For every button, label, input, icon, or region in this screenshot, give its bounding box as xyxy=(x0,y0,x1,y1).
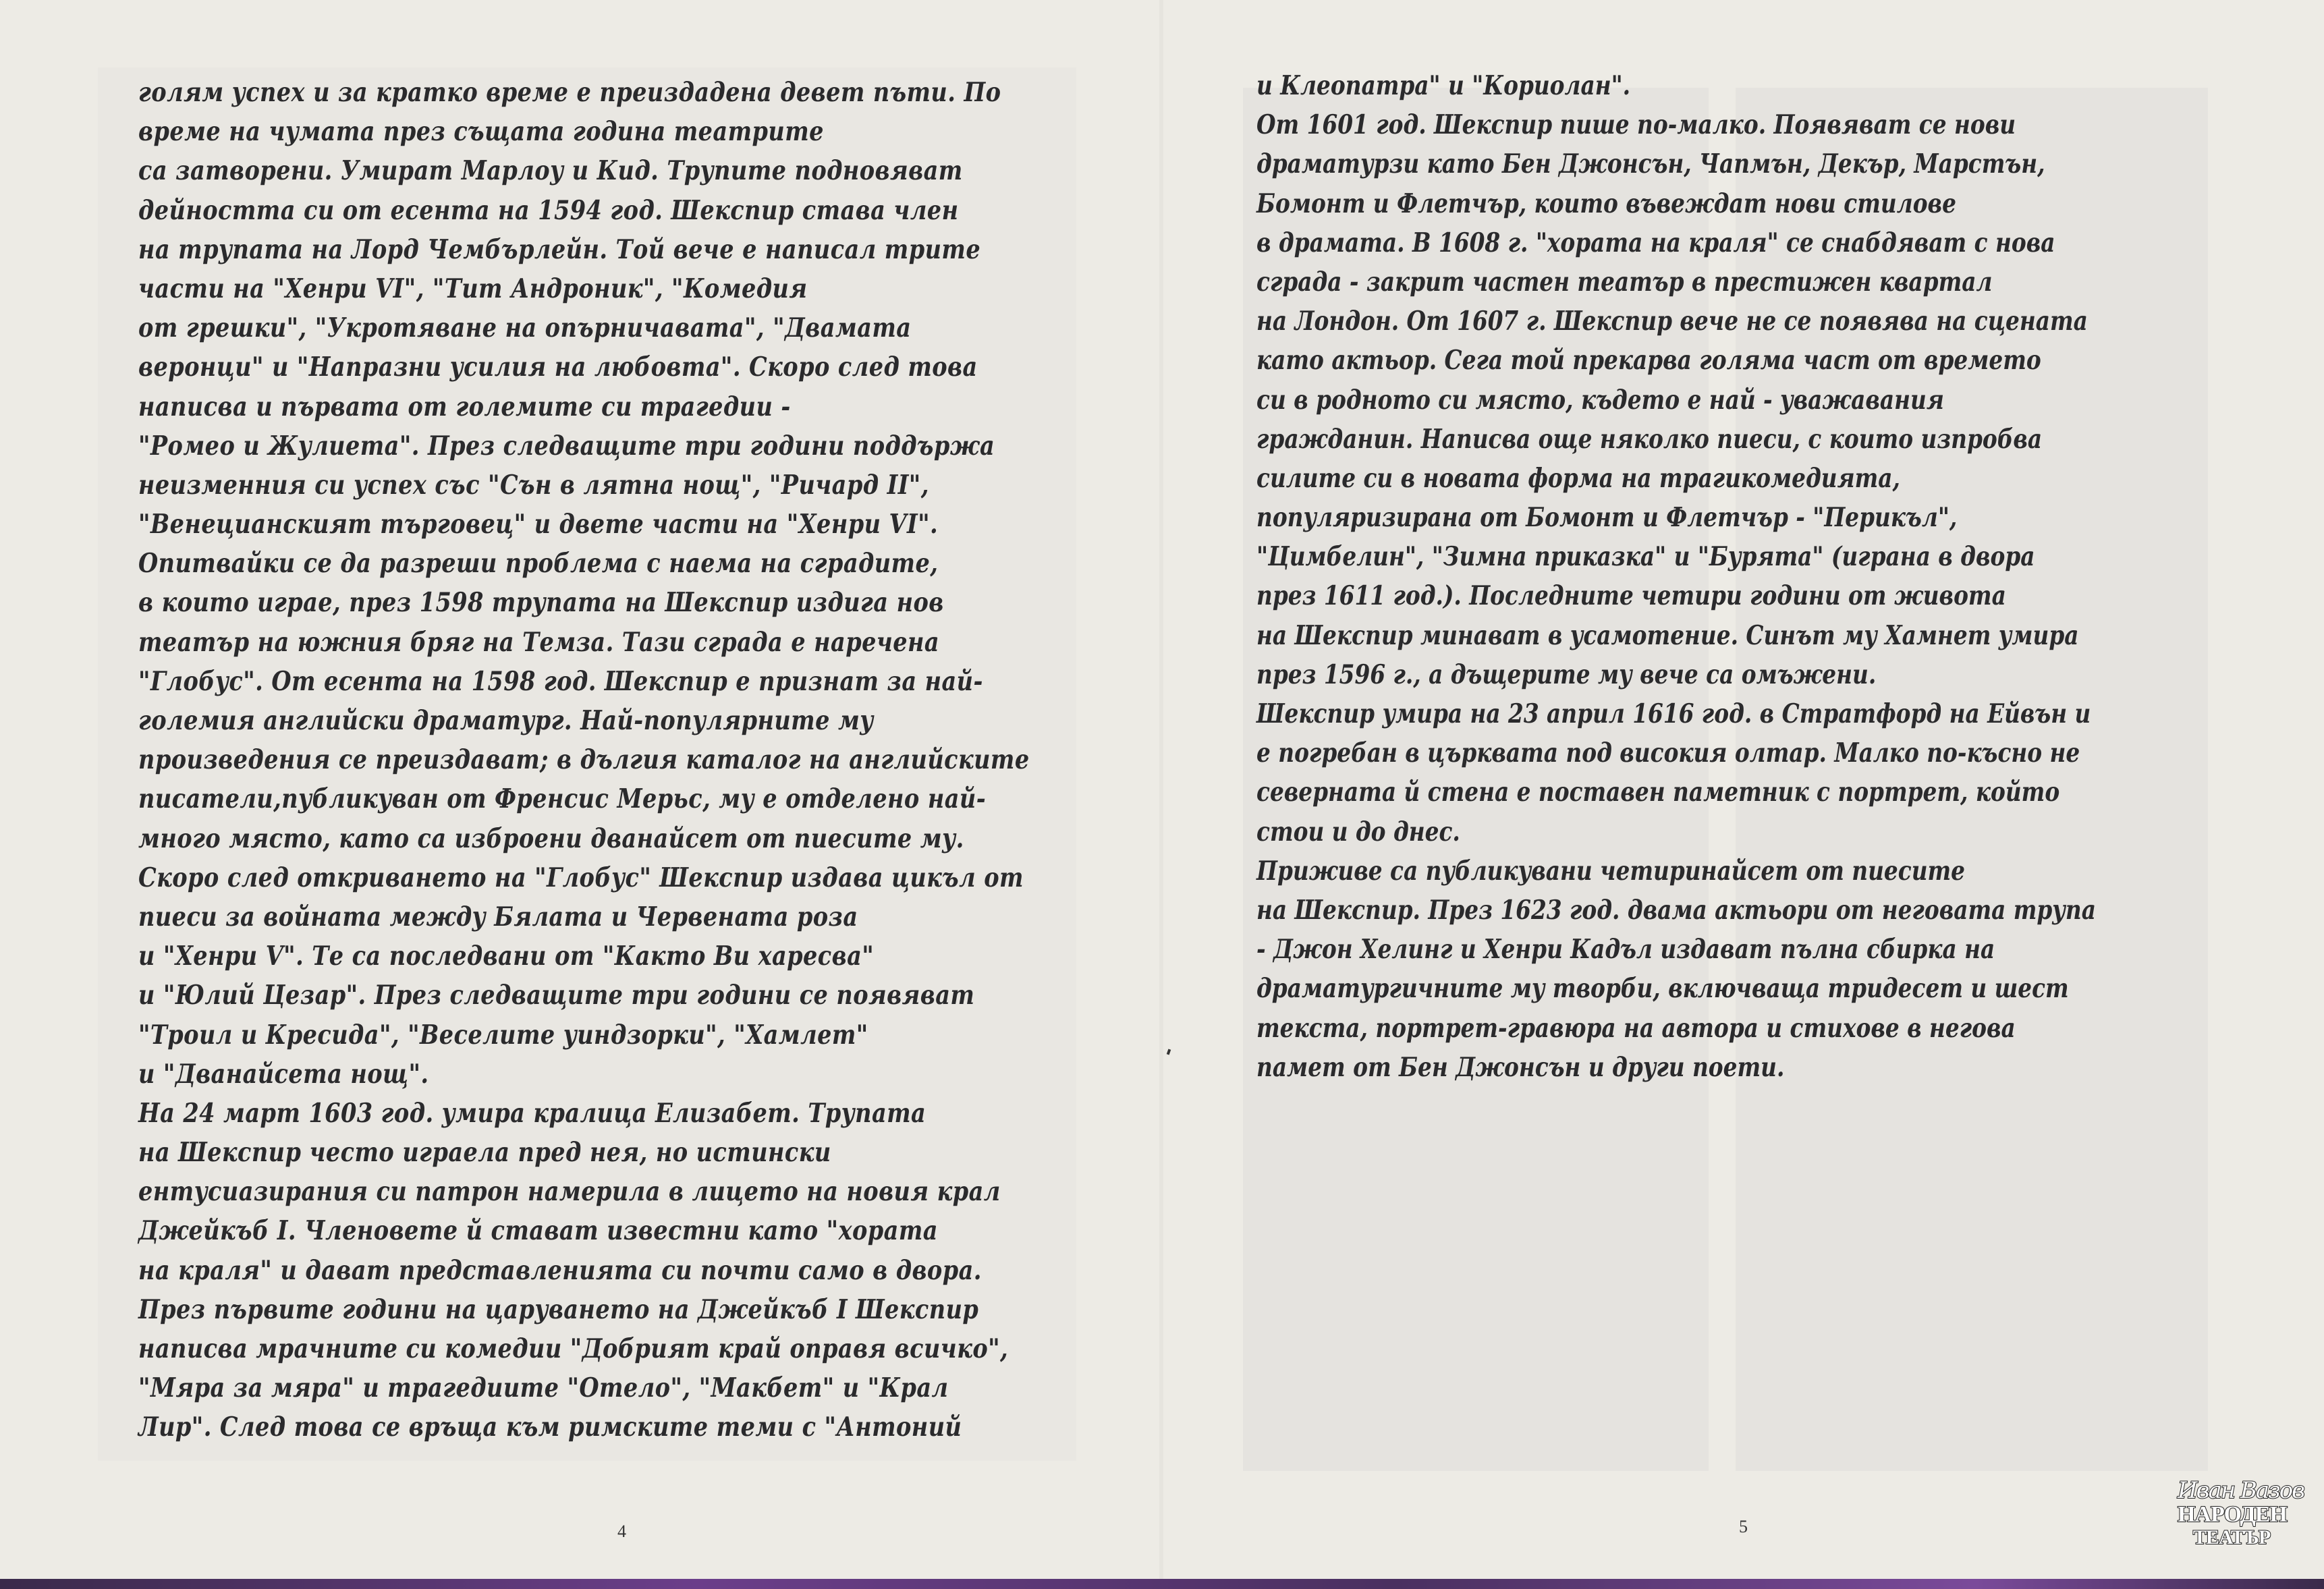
right-page-body-text xyxy=(1256,66,2296,1087)
text-line: На 24 март 1603 год. умира кралица Елизабет. Трупата xyxy=(138,1097,926,1129)
text-line: сграда - закрит частен театър в престижен квартал xyxy=(1256,266,1993,298)
text-line: и "Дванайсета нощ". xyxy=(138,1058,429,1090)
text-line: части на "Хенри VI", "Тит Андроник", "Комедия xyxy=(138,273,808,304)
text-line: стои и до днес. xyxy=(1256,816,1460,847)
text-line: на краля" и дават представленията си почти само в двора. xyxy=(138,1254,982,1286)
text-line: популяризирана от Бомонт и Флетчър - "Перикъл", xyxy=(1256,502,1958,534)
right-page xyxy=(1163,0,2324,1579)
text-line: на Лондон. От 1607 г. Шекспир вече не се появява на сцената xyxy=(1256,306,2088,337)
text-line: от грешки", "Укротяване на опърничавата", "Двамата xyxy=(138,312,912,344)
national-theatre-logo xyxy=(2178,1477,2304,1565)
text-line: Скоро след откриването на "Глобус" Шекспир издава цикъл от xyxy=(138,862,1024,893)
text-line: драматургичните му творби, включваща тридесет и шест xyxy=(1256,973,2069,1005)
text-line: "Венецианският търговец" и двете части на "Хенри VI". xyxy=(138,509,939,540)
text-line: Джейкъб I. Членовете й стават известни като "хората xyxy=(138,1215,938,1247)
text-line: през 1611 год.). Последните четири години от живота xyxy=(1256,580,2006,612)
logo-signature: Иван Вазов xyxy=(2178,1477,2304,1504)
page-number: 4 xyxy=(617,1522,626,1541)
text-line: дейността си от есента на 1594 год. Шекспир става член xyxy=(138,194,959,226)
text-line: текста, портрет-гравюра на автора и стихове в негова xyxy=(1256,1012,2016,1044)
text-line: голям успех и за кратко време е преиздадена девет пъти. По xyxy=(138,77,1001,108)
logo-line-2: ТЕАТЪР xyxy=(2192,1526,2271,1549)
text-line: - Джон Хелинг и Хенри Кадъл издават пълна сбирка на xyxy=(1256,934,1995,966)
text-line: Опитвайки се да разреши проблема с наема на сградите, xyxy=(138,548,939,580)
text-line: "Глобус". От есента на 1598 год. Шекспир е признат за най- xyxy=(138,665,983,697)
text-line: през 1596 г., а дъщерите му вече са омъжени. xyxy=(1256,659,1877,690)
text-line: в които играе, през 1598 трупата на Шекспир издига нов xyxy=(138,587,944,619)
text-line: Лир". След това се връща към римските теми с "Антоний xyxy=(138,1412,962,1443)
text-line: големия английски драматург. Най-популярните му xyxy=(138,705,874,736)
text-line: гражданин. Написва още няколко пиеси, с които изпробва xyxy=(1256,423,2043,455)
text-line: памет от Бен Джонсън и други поети. xyxy=(1256,1051,1785,1083)
text-line: на Шекспир често играела пред нея, но истински xyxy=(138,1137,831,1169)
text-line: "Ромео и Жулиета". През следващите три години поддържа xyxy=(138,430,995,462)
text-line: силите си в новата форма на трагикомедията, xyxy=(1256,462,1900,494)
page-number: 5 xyxy=(1739,1517,1748,1536)
text-line: написва и първата от големите си трагедии - xyxy=(138,391,791,422)
text-line: много място, като са изброени дванайсет от пиесите му. xyxy=(138,823,964,854)
text-line: в драмата. В 1608 г. "хората на краля" се снабдяват с нова xyxy=(1256,227,2055,258)
logo-line-1: НАРОДЕН xyxy=(2178,1502,2287,1527)
text-line: Приживе са публикувани четиринайсет от пиесите xyxy=(1256,855,1966,887)
text-line: северната й стена е поставен паметник с портрет, който xyxy=(1256,777,2060,808)
text-line: "Мяра за мяра" и трагедиите "Отело", "Макбет" и "Крал xyxy=(138,1372,949,1404)
text-line: и "Хенри V". Те са последвани от "Както Ви харесва" xyxy=(138,941,875,972)
text-line: През първите години на царуването на Джейкъб I Шекспир xyxy=(138,1293,979,1325)
text-line: неизменния си успех със "Сън в лятна нощ", "Ричард II", xyxy=(138,469,929,501)
text-line: написва мрачните си комедии "Добрият край оправя всичко", xyxy=(138,1333,1009,1364)
text-line: и "Юлий Цезар". През следващите три години се появяват xyxy=(138,980,975,1011)
text-line: и Клеопатра" и "Кориолан". xyxy=(1256,70,1631,101)
text-line: писатели,публикуван от Френсис Мерьс, му е отделено най- xyxy=(138,783,987,815)
text-line: време на чумата през същата година театрите xyxy=(138,116,824,148)
text-line: произведения се преиздават; в дългия каталог на английските xyxy=(138,744,1030,776)
left-page-body-text xyxy=(138,73,1110,1447)
text-line: Шекспир умира на 23 април 1616 год. в Стратфорд на Ейвън и xyxy=(1256,698,2091,729)
text-line: са затворени. Умират Марлоу и Кид. Трупите подновяват xyxy=(138,155,963,187)
text-line: "Троил и Кресида", "Веселите уиндзорки", "Хамлет" xyxy=(138,1019,868,1051)
text-line: на Шекспир минават в усамотение. Синът му Хамнет умира xyxy=(1256,619,2079,651)
text-line: е погребан в църквата под високия олтар. Малко по-късно не xyxy=(1256,737,2080,769)
text-line: "Цимбелин", "Зимна приказка" и "Бурята" (играна в двора xyxy=(1256,541,2035,573)
text-line: на Шекспир. През 1623 год. двама актьори от неговата трупа xyxy=(1256,894,2096,926)
text-line: драматурзи като Бен Джонсън, Чапмън, Декър, Марстън, xyxy=(1256,148,2045,180)
text-line: си в родното си място, където е най - уважавания xyxy=(1256,384,1944,416)
left-page xyxy=(0,0,1159,1579)
text-line: От 1601 год. Шекспир пише по-малко. Появяват се нови xyxy=(1256,109,2016,141)
text-line: Бомонт и Флетчър, които въвеждат нови стилове xyxy=(1256,188,1956,219)
text-line: пиеси за войната между Бялата и Червената роза xyxy=(138,901,858,932)
text-line: веронци" и "Напразни усилия на любовта". Скоро след това xyxy=(138,352,978,383)
text-line: театър на южния бряг на Темза. Тази сграда е наречена xyxy=(138,626,940,658)
page-bottom-edge xyxy=(0,1579,2324,1589)
text-line: на трупата на Лорд Чембърлейн. Той вече е написал трите xyxy=(138,233,981,265)
text-line: като актьор. Сега той прекарва голяма част от времето xyxy=(1256,345,2041,377)
text-line: ентусиазирания си патрон намерила в лицето на новия крал xyxy=(138,1176,1001,1208)
